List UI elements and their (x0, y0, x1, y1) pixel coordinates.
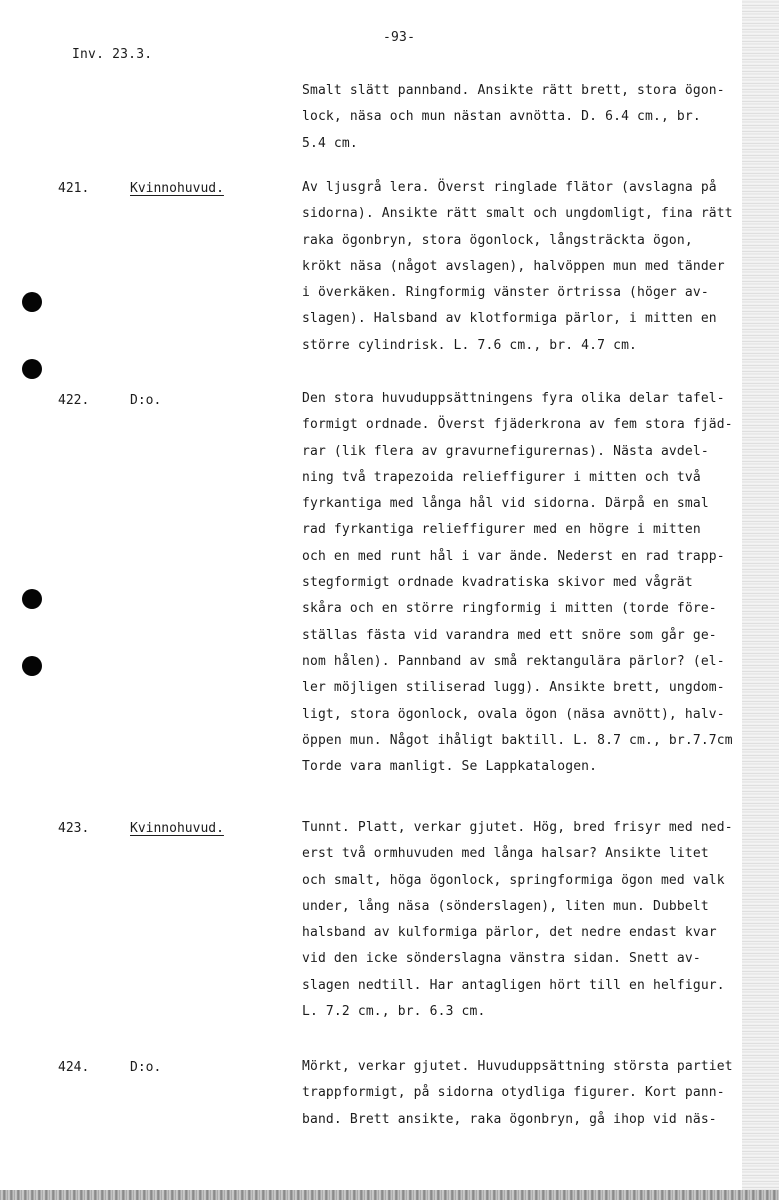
punch-hole (22, 359, 42, 379)
text-line: Smalt slätt pannband. Ansikte rätt brett, stora ögon- (302, 83, 725, 98)
text-line: trappformigt, på sidorna otydliga figurer. Kort pann- (302, 1085, 725, 1101)
text-line: rad fyrkantiga relieffigurer med en högre i mitten (302, 522, 701, 538)
punch-hole (22, 656, 42, 676)
text-line: erst två ormhuvuden med långa halsar? Ansikte litet (302, 846, 709, 862)
inventory-label: Inv. 23.3. (72, 47, 153, 62)
punch-hole (22, 292, 42, 312)
entry-title: D:o. (130, 1060, 162, 1075)
text-line: ning två trapezoida relieffigurer i mitten och två (302, 469, 701, 485)
text-line: fyrkantiga med långa hål vid sidorna. Därpå en smal (302, 496, 709, 512)
text-line: Tunnt. Platt, verkar gjutet. Hög, bred frisyr med ned- (302, 820, 733, 835)
text-line: formigt ordnade. Överst fjäderkrona av fem stora fjäd- (302, 417, 733, 433)
text-line: öppen mun. Något ihåligt baktill. L. 8.7 cm., br.7.7cm (302, 732, 733, 748)
text-line: slagen nedtill. Har antagligen hört till en helfigur. (302, 977, 725, 993)
text-line: och smalt, höga ögonlock, springformiga ögon med valk (302, 872, 725, 888)
entry-description (302, 1054, 742, 1133)
entry-title: D:o. (130, 393, 162, 408)
text-line: nom hålen). Pannband av små rektangulära pärlor? (el- (302, 653, 725, 669)
intro-description (302, 78, 742, 157)
text-line: sidorna). Ansikte rätt smalt och ungdomligt, fina rätt (302, 206, 733, 222)
text-line: Torde vara manligt. Se Lappkatalogen. (302, 759, 598, 775)
entry-title: Kvinnohuvud. (130, 821, 224, 836)
text-line: slagen). Halsband av klotformiga pärlor, i mitten en (302, 311, 717, 327)
text-line: och en med runt hål i var ände. Nederst en rad trapp- (302, 548, 725, 564)
text-line: lock, näsa och mun nästan avnötta. D. 6.4 cm., br. (302, 109, 701, 125)
entry-number: 424. (58, 1060, 90, 1075)
text-line: raka ögonbryn, stora ögonlock, långsträckta ögon, (302, 232, 693, 248)
text-line: Den stora huvuduppsättningens fyra olika delar tafel- (302, 391, 725, 406)
entry-description (302, 175, 742, 359)
entry-description (302, 386, 742, 780)
text-line: Av ljusgrå lera. Överst ringlade flätor (avslagna på (302, 180, 717, 195)
text-line: ligt, stora ögonlock, ovala ögon (näsa avnött), halv- (302, 706, 725, 722)
text-line: L. 7.2 cm., br. 6.3 cm. (302, 1004, 486, 1020)
text-line: under, lång näsa (sönderslagen), liten mun. Dubbelt (302, 898, 709, 914)
text-line: krökt näsa (något avslagen), halvöppen mun med tänder (302, 258, 725, 274)
scan-bottom-edge (0, 1190, 779, 1200)
text-line: halsband av kulformiga pärlor, det nedre endast kvar (302, 925, 717, 941)
text-line: band. Brett ansikte, raka ögonbryn, gå ihop vid näs- (302, 1111, 717, 1127)
entry-description (302, 815, 742, 1025)
scan-right-edge (742, 0, 779, 1200)
text-line: stegformigt ordnade kvadratiska skivor med vågrät (302, 575, 693, 591)
entry-number: 422. (58, 393, 90, 408)
text-line: ler möjligen stiliserad lugg). Ansikte brett, ungdom- (302, 680, 725, 696)
page-number: -93- (383, 30, 416, 45)
text-line: 5.4 cm. (302, 135, 358, 151)
entry-number: 423. (58, 821, 90, 836)
text-line: skåra och en större ringformig i mitten (torde före- (302, 601, 717, 617)
text-line: ställas fästa vid varandra med ett snöre som går ge- (302, 627, 717, 643)
text-line: större cylindrisk. L. 7.6 cm., br. 4.7 cm. (302, 337, 638, 353)
text-line: Mörkt, verkar gjutet. Huvuduppsättning största partiet (302, 1059, 733, 1074)
text-line: i överkäken. Ringformig vänster örtrissa (höger av- (302, 285, 709, 301)
text-line: rar (lik flera av gravurnefigurernas). Nästa avdel- (302, 443, 709, 459)
entry-title: Kvinnohuvud. (130, 181, 224, 196)
text-line: vid den icke sönderslagna vänstra sidan. Snett av- (302, 951, 701, 967)
entry-number: 421. (58, 181, 90, 196)
punch-hole (22, 589, 42, 609)
